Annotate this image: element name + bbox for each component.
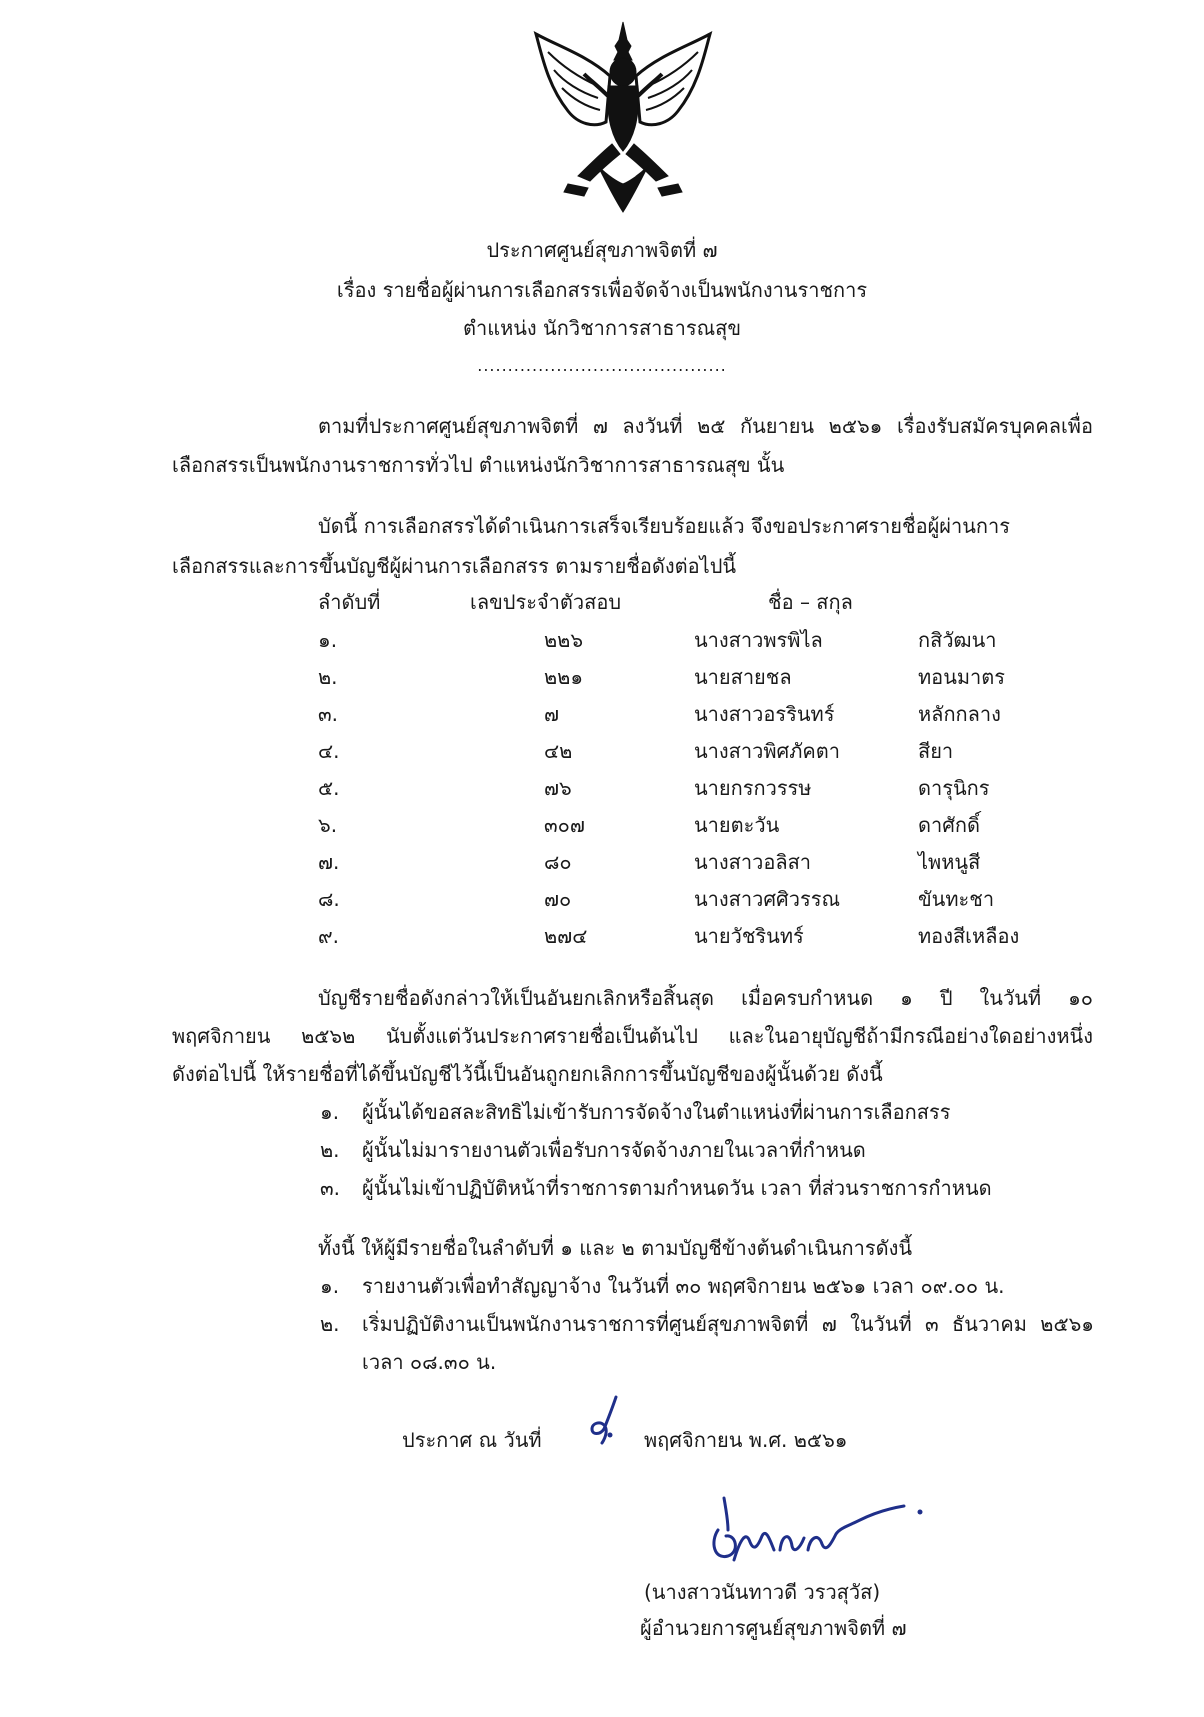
table-row-id: ๒๗๔ [544,924,588,948]
signer-name: (นางสาวนันทาวดี วรวสุวัส) [644,1580,881,1604]
condition-item-text: ผู้นั้นไม่มารายงานตัวเพื่อรับการจัดจ้างภายในเวลาที่กำหนด [362,1138,866,1162]
para2-line1: บัดนี้ การเลือกสรรได้ดำเนินการเสร็จเรียบร้อยแล้ว จึงขอประกาศรายชื่อผู้ผ่านการ [318,514,1011,538]
condition-item-no: ๓. [320,1176,341,1200]
table-row-first: นายวัชรินทร์ [694,924,804,948]
table-row-id: ๗ [544,702,560,726]
table-row-no: ๘. [318,887,340,911]
table-row-id: ๗๐ [544,887,572,911]
garuda-emblem-icon [528,16,718,216]
table-row-id: ๔๒ [544,739,573,763]
announcement-position: ตำแหน่ง นักวิชาการสาธารณสุข [462,316,742,340]
table-header-name: ชื่อ – สกุล [768,590,853,614]
table-row-id: ๒๒๖ [544,628,584,652]
signer-title: ผู้อำนวยการศูนย์สุขภาพจิตที่ ๗ [640,1616,907,1640]
table-row-last: ดาศักดิ์ [918,813,981,837]
table-row-id: ๘๐ [544,850,572,874]
table-header-exam-id: เลขประจำตัวสอบ [470,590,622,614]
table-row-no: ๗. [318,850,340,874]
table-row-no: ๒. [318,665,338,689]
handwritten-day [586,1395,626,1455]
table-row-no: ๔. [318,739,340,763]
para3-line3: ดังต่อไปนี้ ให้รายชื่อที่ได้ขึ้นบัญชีไว้นี้เป็นอันถูกยกเลิกการขึ้นบัญชีของผู้นั้นด้วย ดังนี้ [172,1062,883,1086]
condition-item-text: ผู้นั้นได้ขอสละสิทธิไม่เข้ารับการจัดจ้างในตำแหน่งที่ผ่านการเลือกสรร [362,1100,951,1124]
table-row-last: ทอนมาตร [918,665,1006,689]
para1-line2: เลือกสรรเป็นพนักงานราชการทั่วไป ตำแหน่งนักวิชาการสาธารณสุข นั้น [172,453,785,477]
table-row-first: นายสายชล [694,665,792,689]
announce-date-prefix: ประกาศ ณ วันที่ [402,1428,542,1452]
table-row-id: ๗๖ [544,776,572,800]
table-row-last: กสิวัฒนา [918,628,997,652]
table-row-first: นางสาวอลิสา [694,850,812,874]
action-item-no: ๑. [320,1274,340,1298]
table-row-id: ๒๒๑ [544,665,584,689]
header-divider-dots: ......................................... [477,356,727,375]
announce-date-suffix: พฤศจิกายน พ.ศ. ๒๕๖๑ [644,1428,848,1452]
table-row-first: นางสาวอรรินทร์ [694,702,835,726]
table-row-last: สียา [918,739,954,763]
para3-line1: บัญชีรายชื่อดังกล่าวให้เป็นอันยกเลิกหรือสิ้นสุด เมื่อครบกำหนด ๑ ปี ในวันที่ ๑๐ [318,986,1093,1010]
table-row-first: นางสาวศศิวรรณ [694,887,840,911]
announcement-title: ประกาศศูนย์สุขภาพจิตที่ ๗ [486,238,718,262]
para4-intro: ทั้งนี้ ให้ผู้มีรายชื่อในลำดับที่ ๑ และ ๒ ตามบัญชีข้างต้นดำเนินการดังนี้ [318,1236,913,1260]
handwritten-signature [700,1490,930,1580]
condition-item-text: ผู้นั้นไม่เข้าปฏิบัติหน้าที่ราชการตามกำหนดวัน เวลา ที่ส่วนราชการกำหนด [362,1176,992,1200]
para3-line2: พฤศจิกายน ๒๕๖๒ นับตั้งแต่วันประกาศรายชื่อเป็นต้นไป และในอายุบัญชีถ้ามีกรณีอย่างใดอย่างหนึ่ง [172,1024,1093,1048]
table-row-no: ๑. [318,628,338,652]
table-row-first: นายกรกวรรษ [694,776,812,800]
condition-item-no: ๑. [320,1100,340,1124]
action-item-text: รายงานตัวเพื่อทำสัญญาจ้าง ในวันที่ ๓๐ พฤศจิกายน ๒๕๖๑ เวลา ๐๙.๐๐ น. [362,1274,1005,1298]
action-item-continuation: เวลา ๐๘.๓๐ น. [362,1350,497,1374]
table-row-last: หลักกลาง [918,702,1001,726]
para1-line1: ตามที่ประกาศศูนย์สุขภาพจิตที่ ๗ ลงวันที่ ๒๕ กันยายน ๒๕๖๑ เรื่องรับสมัครบุคคลเพื่อ [318,414,1093,438]
table-row-last: ขันทะชา [918,887,995,911]
table-row-first: นางสาวพรพิไล [694,628,823,652]
para2-line2: เลือกสรรและการขึ้นบัญชีผู้ผ่านการเลือกสรร ตามรายชื่อดังต่อไปนี้ [172,554,737,578]
table-row-last: ดารุนิกร [918,776,990,800]
table-row-no: ๓. [318,702,339,726]
table-row-last: ทองสีเหลือง [918,924,1020,948]
table-row-id: ๓๐๗ [544,813,585,837]
action-item-no: ๒. [320,1312,340,1336]
table-row-last: ไพหนูสี [918,850,981,874]
table-row-no: ๖. [318,813,338,837]
table-row-first: นางสาวพิศภัคตา [694,739,840,763]
table-row-no: ๙. [318,924,340,948]
table-row-no: ๕. [318,776,340,800]
action-item-text: เริ่มปฏิบัติงานเป็นพนักงานราชการที่ศูนย์สุขภาพจิตที่ ๗ ในวันที่ ๓ ธันวาคม ๒๕๖๑ [362,1312,1094,1336]
table-row-first: นายตะวัน [694,813,780,837]
table-header-order: ลำดับที่ [318,590,381,614]
announcement-subject: เรื่อง รายชื่อผู้ผ่านการเลือกสรรเพื่อจัดจ้างเป็นพนักงานราชการ [336,278,868,302]
condition-item-no: ๒. [320,1138,340,1162]
